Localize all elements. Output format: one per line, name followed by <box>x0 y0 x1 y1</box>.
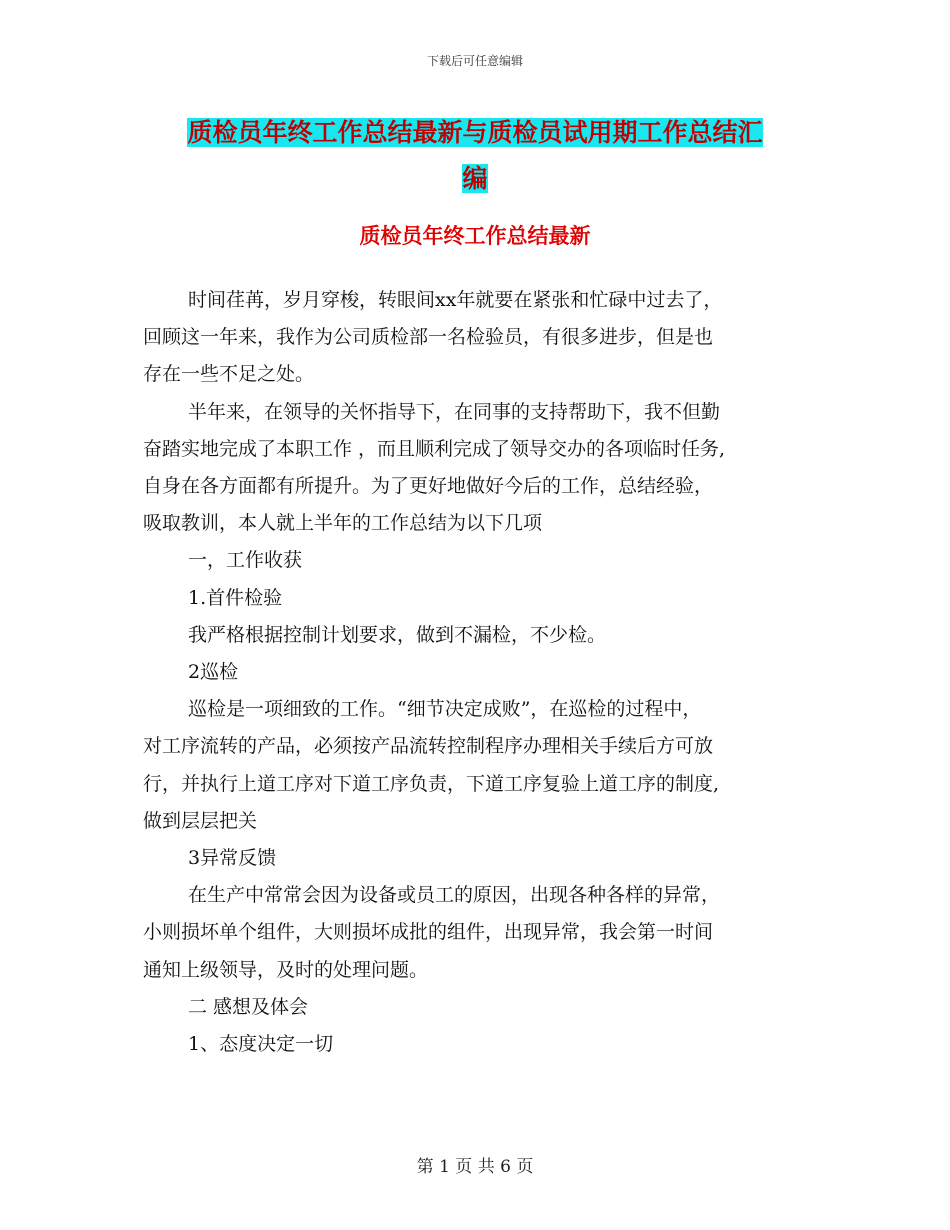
body-line: 存在一些不足之处。 <box>143 363 315 386</box>
section-title: 质检员年终工作总结最新 <box>359 224 591 248</box>
body-line: 小则损坏单个组件，大则损坏成批的组件，出现异常，我会第一时间 <box>143 921 714 944</box>
heading-work-gains: 一，工作收获 <box>188 549 303 572</box>
body-line: 做到层层把关 <box>143 809 258 832</box>
document-body <box>143 282 818 1063</box>
heading-attitude: 1、态度决定一切 <box>188 1033 334 1056</box>
heading-first-inspection: 1.首件检验 <box>188 586 283 609</box>
body-line: 在生产中常常会因为设备或员工的原因，出现各种各样的异常， <box>188 884 721 907</box>
body-line: 回顾这一年来，我作为公司质检部一名检验员，有很多进步，但是也 <box>143 326 714 349</box>
body-line: 对工序流转的产品，必须按产品流转控制程序办理相关手续后方可放 <box>143 735 714 758</box>
header-note: 下载后可任意编辑 <box>426 54 523 68</box>
heading-patrol-inspection: 2巡检 <box>188 661 239 684</box>
title-line-2: 编 <box>462 164 488 193</box>
title-line-1: 质检员年终工作总结最新与质检员试用期工作总结汇 <box>187 118 763 147</box>
page-footer: 第 1 页 共 6 页 <box>416 1157 534 1177</box>
body-line: 通知上级领导，及时的处理问题。 <box>143 958 429 981</box>
body-line: 吸取教训，本人就上半年的工作总结为以下几项 <box>143 512 543 535</box>
body-line: 奋踏实地完成了本职工作 ，而且顺利完成了领导交办的各项临时任务, <box>143 437 726 460</box>
body-line: 巡检是一项细致的工作。“细节决定成败”，在巡检的过程中， <box>188 698 702 721</box>
body-line: 半年来，在领导的关怀指导下，在同事的支持帮助下，我不但勤 <box>188 400 721 423</box>
body-line: 我严格根据控制计划要求，做到不漏检，不少检。 <box>188 623 607 646</box>
document-title <box>0 110 950 202</box>
body-line: 行，并执行上道工序对下道工序负责，下道工序复验上道工序的制度, <box>143 772 720 795</box>
body-line: 自身在各方面都有所提升。为了更好地做好今后的工作，总结经验， <box>143 475 714 498</box>
body-line: 时间荏苒，岁月穿梭，转眼间xx年就要在紧张和忙碌中过去了， <box>188 289 723 311</box>
heading-exception-feedback: 3异常反馈 <box>188 847 277 870</box>
heading-reflections: 二 感想及体会 <box>188 995 309 1018</box>
